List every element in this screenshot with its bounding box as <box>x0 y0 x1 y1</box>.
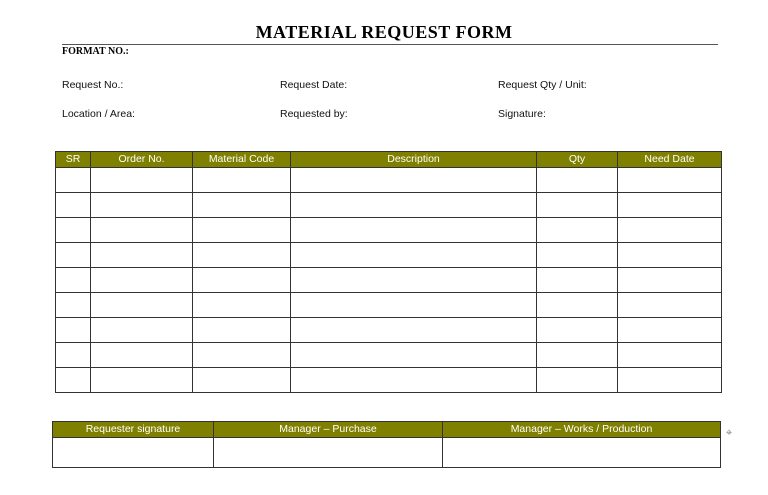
request-no-label: Request No.: <box>62 79 124 91</box>
table-cell[interactable] <box>291 293 537 318</box>
table-row <box>56 218 722 243</box>
table-row <box>56 193 722 218</box>
column-header-qty: Qty <box>537 152 618 168</box>
table-cell[interactable] <box>537 343 618 368</box>
table-cell[interactable] <box>291 168 537 193</box>
table-row <box>56 168 722 193</box>
items-header-row <box>56 152 722 168</box>
signature-table <box>52 421 721 468</box>
column-header-requester-signature: Requester signature <box>53 422 214 438</box>
table-row <box>56 268 722 293</box>
table-cell[interactable] <box>291 368 537 393</box>
table-cell[interactable] <box>91 243 193 268</box>
table-cell[interactable] <box>91 343 193 368</box>
table-cell[interactable] <box>91 268 193 293</box>
table-row <box>56 293 722 318</box>
table-cell[interactable] <box>56 318 91 343</box>
table-row <box>56 368 722 393</box>
table-cell[interactable] <box>537 168 618 193</box>
table-cell[interactable] <box>291 268 537 293</box>
table-cell[interactable] <box>618 343 722 368</box>
table-cell[interactable] <box>618 268 722 293</box>
table-cell[interactable] <box>618 243 722 268</box>
table-cell[interactable] <box>193 343 291 368</box>
table-cell[interactable] <box>193 218 291 243</box>
table-cell[interactable] <box>291 193 537 218</box>
table-cell[interactable] <box>537 318 618 343</box>
table-cell[interactable] <box>618 368 722 393</box>
table-cell[interactable] <box>56 368 91 393</box>
table-cell[interactable] <box>193 168 291 193</box>
table-row <box>56 318 722 343</box>
table-cell[interactable] <box>56 243 91 268</box>
table-cell[interactable] <box>56 168 91 193</box>
table-cell[interactable] <box>291 343 537 368</box>
format-no-label: FORMAT NO.: <box>62 46 129 57</box>
table-cell[interactable] <box>537 368 618 393</box>
table-cell[interactable] <box>193 318 291 343</box>
table-cell[interactable] <box>618 168 722 193</box>
column-header-manager-purchase: Manager – Purchase <box>214 422 443 438</box>
table-cell[interactable] <box>193 243 291 268</box>
title-divider <box>62 44 718 45</box>
table-cell[interactable] <box>537 243 618 268</box>
location-area-label: Location / Area: <box>62 108 135 120</box>
table-row <box>56 343 722 368</box>
column-header-manager-works-production: Manager – Works / Production <box>443 422 721 438</box>
request-date-label: Request Date: <box>280 79 348 91</box>
table-cell[interactable] <box>56 293 91 318</box>
move-handle-icon[interactable]: ⌖ <box>726 427 733 439</box>
table-cell[interactable] <box>91 168 193 193</box>
column-header-sr: SR <box>56 152 91 168</box>
table-cell[interactable] <box>91 218 193 243</box>
table-cell[interactable] <box>91 318 193 343</box>
table-cell[interactable] <box>56 193 91 218</box>
table-cell[interactable] <box>537 268 618 293</box>
table-cell[interactable] <box>291 243 537 268</box>
table-cell[interactable] <box>537 193 618 218</box>
table-cell[interactable] <box>618 218 722 243</box>
table-row <box>56 243 722 268</box>
table-cell[interactable] <box>618 293 722 318</box>
signature-label: Signature: <box>498 108 546 120</box>
table-cell[interactable] <box>56 218 91 243</box>
request-qty-unit-label: Request Qty / Unit: <box>498 79 587 91</box>
column-header-order-no: Order No. <box>91 152 193 168</box>
table-cell[interactable] <box>291 318 537 343</box>
signature-header-row <box>53 422 721 438</box>
table-cell[interactable] <box>537 293 618 318</box>
table-cell[interactable] <box>193 368 291 393</box>
manager-purchase-signature-cell[interactable] <box>214 438 443 468</box>
manager-works-production-signature-cell[interactable] <box>443 438 721 468</box>
table-cell[interactable] <box>537 218 618 243</box>
table-cell[interactable] <box>618 193 722 218</box>
table-cell[interactable] <box>56 343 91 368</box>
table-cell[interactable] <box>91 193 193 218</box>
column-header-material-code: Material Code <box>193 152 291 168</box>
table-cell[interactable] <box>56 268 91 293</box>
items-table <box>55 151 722 393</box>
column-header-description: Description <box>291 152 537 168</box>
table-cell[interactable] <box>91 293 193 318</box>
column-header-need-date: Need Date <box>618 152 722 168</box>
table-cell[interactable] <box>193 268 291 293</box>
requested-by-label: Requested by: <box>280 108 348 120</box>
form-title: MATERIAL REQUEST FORM <box>255 22 513 42</box>
table-cell[interactable] <box>91 368 193 393</box>
table-cell[interactable] <box>618 318 722 343</box>
table-cell[interactable] <box>193 293 291 318</box>
table-cell[interactable] <box>291 218 537 243</box>
requester-signature-cell[interactable] <box>53 438 214 468</box>
signature-row <box>53 438 721 468</box>
table-cell[interactable] <box>193 193 291 218</box>
